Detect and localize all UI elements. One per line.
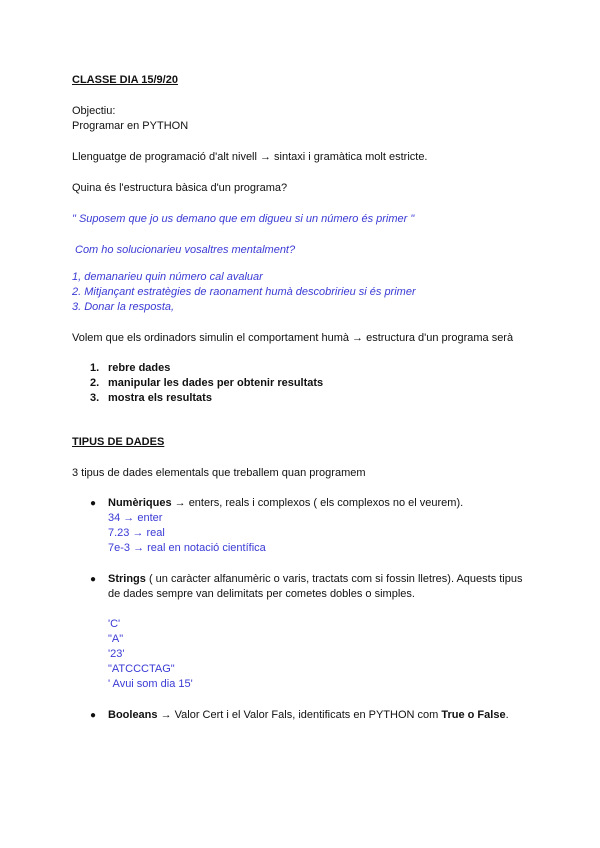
numeric-example: 7e-3 → real en notació científica — [108, 542, 266, 554]
numeric-example: 7.23 → real — [108, 527, 165, 539]
booleans-label: Booleans — [108, 709, 158, 721]
numeric-label: Numèriques — [108, 497, 172, 509]
structure-line: Volem que els ordinadors simulin el comportament humà → estructura d'un programa serà — [72, 332, 514, 344]
booleans-desc: → Valor Cert i el Valor Fals, identificats en PYTHON com — [157, 709, 442, 721]
question-line: Quina és l'estructura bàsica d'un programa? — [72, 182, 288, 194]
numeric-desc: → enters, reals i complexos ( els complexos no el veurem). — [171, 497, 464, 509]
bullet-icon: ● — [90, 710, 97, 721]
page-title: CLASSE DIA 15/9/20 — [72, 74, 178, 86]
language-line: Llenguatge de programació d'alt nivell → sintaxi i gramàtica molt estricte. — [72, 151, 428, 163]
program-step: mostra els resultats — [108, 392, 212, 404]
numeric-item — [108, 496, 463, 510]
string-example: ' Avui som dia 15' — [108, 678, 193, 690]
example-question: Com ho solucionarieu vosaltres mentalment? — [75, 244, 296, 256]
list-number: 3. — [90, 392, 100, 404]
bullet-icon: ● — [90, 498, 97, 509]
objective-text: Programar en PYTHON — [72, 120, 189, 132]
types-intro: 3 tipus de dades elementals que treballem quan programem — [72, 467, 366, 479]
string-example: "ATCCCTAG" — [108, 663, 175, 675]
string-example: '23' — [108, 648, 125, 660]
booleans-values: True o False — [441, 709, 506, 721]
list-number: 2. — [90, 377, 100, 389]
section-title: TIPUS DE DADES — [72, 436, 165, 448]
booleans-end: . — [505, 709, 509, 721]
string-example: "A" — [108, 633, 124, 645]
example-quote: " Suposem que jo us demano que em digueu si un número és primer " — [72, 213, 415, 225]
program-step: rebre dades — [108, 362, 171, 374]
thinking-step: 3. Donar la resposta, — [72, 301, 175, 313]
list-number: 1. — [90, 362, 100, 374]
bullet-icon: ● — [90, 574, 97, 585]
numeric-example: 34 → enter — [108, 512, 163, 524]
strings-label: Strings — [108, 573, 146, 585]
strings-desc-cont: de dades sempre van delimitats per cometes dobles o simples. — [108, 588, 415, 600]
objective-label: Objectiu: — [72, 105, 116, 117]
string-example: 'C' — [108, 618, 121, 630]
thinking-step: 1, demanarieu quin número cal avaluar — [72, 271, 263, 283]
booleans-item — [108, 708, 509, 722]
program-step: manipular les dades per obtenir resultats — [108, 377, 324, 389]
strings-desc: ( un caràcter alfanumèric o varis, tractats com si fossin lletres). Aquests tipus — [145, 573, 523, 585]
strings-item — [108, 572, 523, 586]
thinking-step: 2. Mitjançant estratègies de raonament humà descobririeu si és primer — [72, 286, 416, 298]
